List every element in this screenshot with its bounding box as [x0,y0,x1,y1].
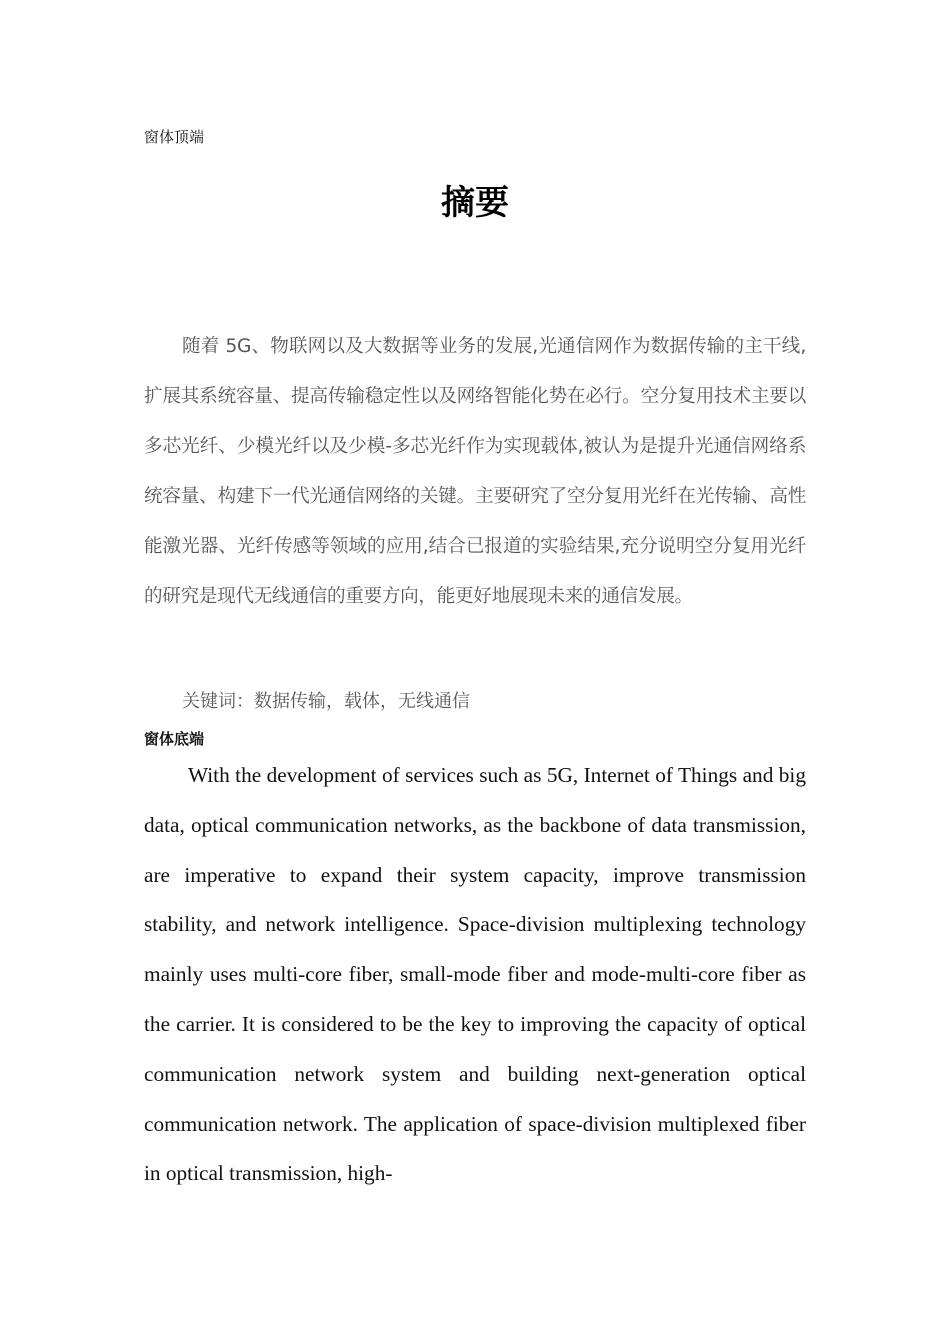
form-top-marker: 窗体顶端 [144,128,205,146]
english-abstract-paragraph: With the development of services such as 5G, Internet of Things and big data, optical communication networks, as the backbone of data transmission, are imperative to expand their system capacity, improve transmission stability, and network intelligence. Space-division multiplexing technology mainly uses multi-core fiber, small-mode fiber and mode-multi-core fiber as the carrier. It is considered to be the key to improving the capacity of optical communication network system and building next-generation optical communication network. The application of space-division multiplexed fiber in optical transmission, high- [144,763,806,1186]
form-bottom-marker: 窗体底端 [144,730,205,748]
chinese-abstract-paragraph: 随着 5G、物联网以及大数据等业务的发展,光通信网作为数据传输的主干线,扩展其系统容量、提高传输稳定性以及网络智能化势在必行。空分复用技术主要以多芯光纤、少模光纤以及少模-多芯光纤作为实现载体,被认为是提升光通信网络系统容量、构建下一代光通信网络的关键。主要研究了空分复用光纤在光传输、高性能激光器、光纤传感等领域的应用,结合已报道的实验结果,充分说明空分复用光纤的研究是现代无线通信的重要方向，能更好地展现未来的通信发展。 [144,336,806,607]
page-title: 摘要 [441,183,509,223]
chinese-keywords: 关键词：数据传输，载体，无线通信 [182,691,470,712]
